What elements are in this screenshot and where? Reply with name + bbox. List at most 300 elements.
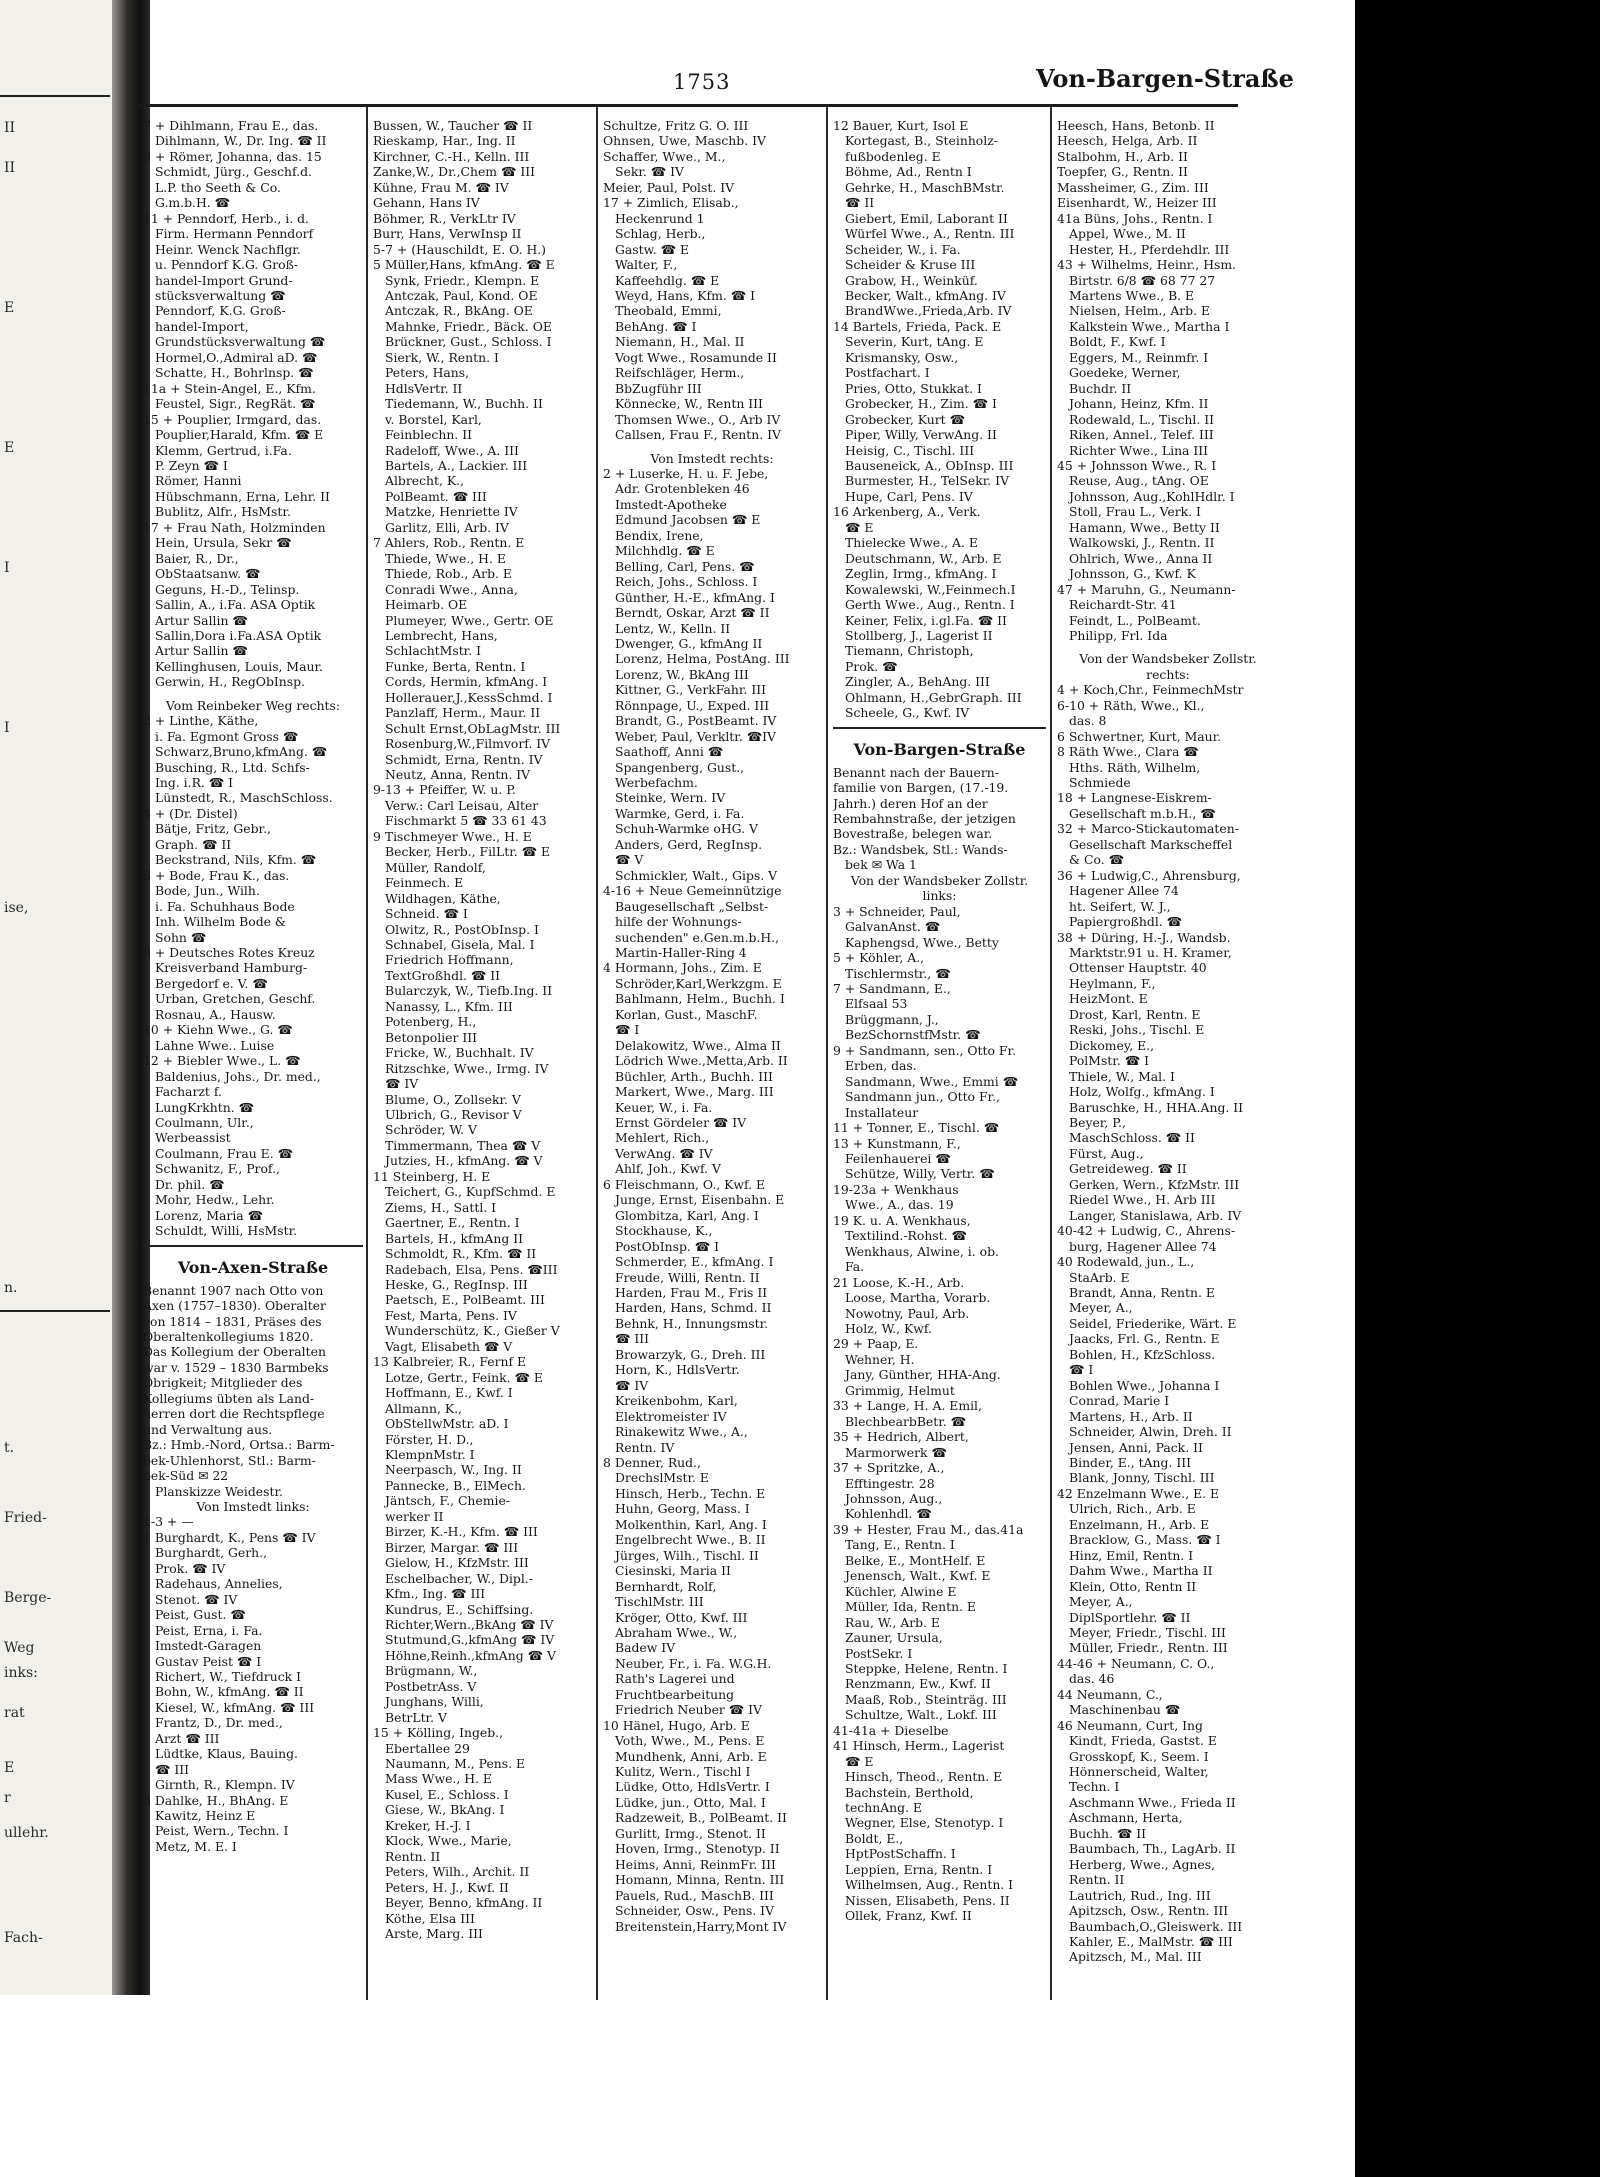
directory-entry: Pouplier,Harald, Kfm. ☎ E (155, 427, 324, 443)
directory-entry: Jahrh.) deren Hof an der (833, 795, 988, 811)
directory-entry: Jürges, Wilh., Tischl. II (615, 1547, 759, 1563)
directory-entry: Feustel, Sigr., RegRät. ☎ (155, 396, 316, 412)
directory-entry: Hoven, Irmg., Stenotyp. II (615, 1841, 780, 1857)
directory-entry: 35 + Hedrich, Albert, (833, 1429, 969, 1445)
directory-entry: Renzmann, Ew., Kwf. II (845, 1676, 991, 1692)
directory-entry: Adr. Grotenbleken 46 (615, 481, 750, 497)
directory-entry: Vagt, Elisabeth ☎ V (385, 1338, 513, 1354)
directory-entry: Lünstedt, R., MaschSchloss. (155, 790, 333, 806)
directory-entry: Techn. I (1069, 1779, 1120, 1795)
directory-entry: Gerwin, H., RegObInsp. (155, 674, 305, 690)
directory-entry: Glombitza, Karl, Ang. I (615, 1207, 759, 1223)
directory-entry: Breitenstein,Harry,Mont IV (615, 1918, 787, 1934)
directory-entry: Römer, Hanni (155, 473, 242, 489)
directory-entry: Zingler, A., BehAng. III (845, 674, 990, 690)
directory-entry: Böhmer, R., VerkLtr IV (373, 210, 516, 226)
directory-entry: Förster, H. D., (385, 1431, 474, 1447)
directory-entry: Grobecker, Kurt ☎ (845, 411, 966, 427)
directory-entry: Baugesellschaft „Selbst- (615, 898, 769, 914)
directory-entry: suchenden" e.Gen.m.b.H., (615, 929, 780, 945)
directory-entry: Bernhardt, Rolf, (615, 1578, 717, 1594)
directory-entry: Drost, Karl, Rentn. E (1069, 1006, 1201, 1022)
directory-entry: Gurlitt, Irmg., Stenot. II (615, 1825, 766, 1841)
directory-entry: Aschmann Wwe., Frieda II (1069, 1794, 1236, 1810)
directory-entry: Arzt ☎ III (155, 1730, 220, 1746)
directory-entry: Heimarb. OE (385, 597, 468, 613)
directory-entry: Abraham Wwe., W., (615, 1624, 738, 1640)
directory-entry: Thiele, W., Mal. I (1069, 1068, 1175, 1084)
directory-entry: Boldt, E., (845, 1830, 904, 1846)
directory-entry: HptPostSchaffn. I (845, 1846, 956, 1862)
direction-caption: links: (922, 888, 957, 904)
directory-entry: Frantz, D., Dr. med., (155, 1715, 283, 1731)
directory-entry: i. Fa. Egmont Gross ☎ (155, 728, 299, 744)
directory-entry: PostbetrAss. V (385, 1678, 477, 1694)
directory-entry: Efftingestr. 28 (845, 1475, 935, 1491)
directory-entry: BetrLtr. V (385, 1709, 447, 1725)
directory-entry: Markert, Wwe., Marg. III (615, 1084, 774, 1100)
directory-entry: 4 + Koch,Chr., FeinmechMstr (1057, 682, 1244, 698)
directory-entry: Klock, Wwe., Marie, (385, 1833, 512, 1849)
directory-entry: Seidel, Friederike, Wärt. E (1069, 1315, 1237, 1331)
directory-entry: Bz.: Hmb.-Nord, Ortsa.: Barm- (143, 1437, 335, 1453)
directory-entry: Bergedorf e. V. ☎ (155, 975, 268, 991)
directory-entry: Saathoff, Anni ☎ (615, 744, 724, 760)
directory-entry: 32 + Marco-Stickautomaten- (1057, 821, 1239, 837)
directory-entry: Niemann, H., Mal. II (615, 334, 745, 350)
directory-entry: Hupe, Carl, Pens. IV (845, 488, 973, 504)
fragment-text: Fach- (4, 1930, 43, 1946)
directory-entry: Dahm Wwe., Martha II (1069, 1563, 1213, 1579)
column-divider (1050, 107, 1052, 2000)
directory-entry: Kreisverband Hamburg- (155, 960, 308, 976)
directory-entry: 11a + Stein-Angel, E., Kfm. (143, 380, 316, 396)
directory-entry: Kaffeehdlg. ☎ E (615, 272, 720, 288)
directory-entry: Rau, W., Arb. E (845, 1614, 940, 1630)
directory-entry: Bohlen Wwe., Johanna I (1069, 1377, 1220, 1393)
directory-entry: von 1814 – 1831, Präses des (143, 1313, 322, 1329)
directory-entry: 10 Hänel, Hugo, Arb. E (603, 1717, 750, 1733)
directory-entry: Maaß, Rob., Steinträg. III (845, 1691, 1007, 1707)
directory-entry: Schwanitz, F., Prof., (155, 1161, 280, 1177)
directory-entry: Spangenberg, Gust., (615, 759, 745, 775)
directory-entry: Hinsch, Herb., Techn. E (615, 1485, 766, 1501)
directory-entry: Schütze, Willy, Vertr. ☎ (845, 1166, 995, 1182)
directory-entry: Fricke, W., Buchhalt. IV (385, 1045, 534, 1061)
directory-entry: Reski, Johs., Tischl. E (1069, 1022, 1205, 1038)
directory-entry: Mehlert, Rich., (615, 1130, 710, 1146)
directory-entry: Meyer, A., (1069, 1300, 1133, 1316)
directory-entry: Kulitz, Wern., Tischl I (615, 1764, 751, 1780)
column-divider (826, 107, 828, 2000)
directory-entry: Facharzt f. (155, 1084, 222, 1100)
directory-entry: 4 + (Dr. Distel) (143, 805, 238, 821)
directory-entry: Ahlf, Joh., Kwf. V (615, 1161, 721, 1177)
directory-entry: Massheimer, G., Zim. III (1057, 179, 1209, 195)
directory-entry: Penndorf, K.G. Groß- (155, 303, 286, 319)
directory-column-1 (143, 118, 363, 2003)
directory-entry: Weber, Paul, Verkltr. ☎IV (615, 728, 776, 744)
directory-entry: Kröger, Otto, Kwf. III (615, 1609, 748, 1625)
directory-entry: Radeloff, Wwe., A. III (385, 442, 519, 458)
directory-entry: Becker, Walt., kfmAng. IV (845, 287, 1006, 303)
directory-entry: Zanke,W., Dr.,Chem ☎ III (373, 164, 536, 180)
directory-entry: Giese, W., BkAng. I (385, 1802, 505, 1818)
directory-entry: Richter Wwe., Lina III (1069, 442, 1209, 458)
directory-entry: Schmerder, E., kfmAng. I (615, 1254, 774, 1270)
directory-entry: 11 + Penndorf, Herb., i. d. (143, 210, 309, 226)
directory-entry: Gehrke, H., MaschBMstr. (845, 179, 1005, 195)
directory-entry: Bode, Jun., Wilh. (155, 883, 260, 899)
directory-entry: Lotze, Gertr., Feink. ☎ E (385, 1369, 543, 1385)
directory-entry: Bohlen, H., KfzSchloss. (1069, 1346, 1216, 1362)
directory-entry: Heckenrund 1 (615, 210, 705, 226)
directory-entry: Theobald, Emmi, (615, 303, 722, 319)
directory-entry: ☎ E (845, 519, 874, 535)
directory-entry: Stoll, Frau L., Verk. I (1069, 504, 1201, 520)
directory-entry: 41 Hinsch, Herm., Lagerist (833, 1738, 1005, 1754)
directory-entry: v. Borstel, Karl, (385, 411, 482, 427)
directory-entry: das. 46 (1069, 1671, 1115, 1687)
directory-entry: Leppien, Erna, Rentn. I (845, 1861, 993, 1877)
directory-entry: Stollberg, J., Lagerist II (845, 627, 993, 643)
directory-entry: Büchler, Arth., Buchh. III (615, 1068, 773, 1084)
directory-entry: Hinz, Emil, Rentn. I (1069, 1547, 1194, 1563)
directory-entry: Ulbrich, G., Revisor V (385, 1107, 522, 1122)
directory-entry: 3 + Schneider, Paul, (833, 903, 961, 919)
directory-entry: Rembahnstraße, der jetzigen (833, 811, 1016, 827)
directory-entry: KlempnMstr. I (385, 1446, 475, 1462)
directory-entry: Marmorwerk ☎ (845, 1444, 947, 1460)
page-number: 1753 (673, 70, 731, 94)
directory-entry: Prok. ☎ (845, 658, 898, 674)
directory-entry: Hübschmann, Erna, Lehr. II (155, 488, 330, 504)
directory-entry: Reich, Johs., Schloss. I (615, 574, 758, 590)
directory-entry: Binder, E., tAng. III (1069, 1454, 1192, 1470)
directory-entry: Piper, Willy, VerwAng. II (845, 427, 997, 443)
directory-entry: Schuh-Warmke oHG. V (615, 821, 758, 837)
directory-entry: Imstedt-Garagen (155, 1638, 262, 1654)
fragment-text: E (4, 440, 15, 456)
directory-entry: Rentn. IV (615, 1439, 675, 1455)
street-heading: Von-Axen-Straße (177, 1257, 329, 1277)
directory-entry: DrechslMstr. E (615, 1470, 709, 1486)
directory-entry: Arste, Marg. III (385, 1926, 483, 1942)
directory-entry: Schmidt, Jürg., Geschf.d. (155, 164, 312, 180)
directory-entry: Jaacks, Frl. G., Rentn. E (1069, 1331, 1220, 1347)
directory-entry: Martens, H., Arb. II (1069, 1408, 1193, 1424)
directory-entry: Naumann, M., Pens. E (385, 1756, 526, 1772)
directory-column-2 (373, 118, 591, 2003)
directory-entry: Apitzsch, M., Mal. III (1069, 1949, 1202, 1965)
directory-entry: Busching, R., Ltd. Schfs- (155, 759, 310, 775)
directory-entry: 17 + Zimlich, Elisab., (603, 195, 739, 211)
directory-entry: Zauner, Ursula, (845, 1630, 943, 1646)
directory-entry: Bauseneick, A., ObInsp. III (845, 457, 1014, 473)
directory-entry: Feilenhauerei ☎ (845, 1151, 951, 1166)
directory-entry: Könnecke, W., Rentn III (615, 396, 763, 412)
directory-entry: Voth, Wwe., M., Pens. E (615, 1733, 765, 1749)
directory-entry: Wwe., A., das. 19 (845, 1197, 954, 1213)
directory-entry: Badew IV (615, 1640, 676, 1656)
directory-entry: Heisig, C., Tischl. III (845, 442, 975, 458)
fragment-rule (0, 95, 110, 97)
directory-entry: Gesellschaft m.b.H., ☎ (1069, 805, 1216, 821)
directory-entry: Rentn. II (385, 1848, 441, 1864)
directory-entry: Jenensch, Walt., Kwf. E (845, 1568, 991, 1584)
column-divider (366, 107, 368, 2000)
directory-entry: Molkenthin, Karl, Ang. I (615, 1516, 767, 1532)
directory-entry: Lorenz, Helma, PostAng. III (615, 651, 790, 667)
directory-entry: Bublitz, Alfr., HsMstr. (155, 504, 291, 520)
directory-entry: 11 Steinberg, H. E (373, 1168, 491, 1184)
directory-entry: Junghans, Willi, (385, 1694, 484, 1710)
directory-entry: Hönnerscheid, Walter, (1069, 1764, 1209, 1780)
directory-entry: Wunderschütz, K., Gießer V (385, 1323, 560, 1339)
directory-entry: Marktstr.91 u. H. Kramer, (1069, 945, 1232, 961)
directory-entry: Textilind.-Rohst. ☎ (845, 1228, 967, 1244)
directory-entry: Hein, Ursula, Sekr ☎ (155, 535, 292, 551)
directory-entry: Burghardt, Gerh., (155, 1545, 268, 1561)
directory-entry: Obrigkeit; Mitglieder des (143, 1375, 303, 1391)
directory-entry: Wildhagen, Käthe, (385, 890, 501, 906)
directory-entry: Grundstücksverwaltung ☎ (155, 334, 326, 350)
directory-entry: 45 + Johnsson Wwe., R. I (1057, 457, 1217, 473)
directory-entry: Gesellschaft Markscheffel (1069, 836, 1233, 852)
directory-entry: Grosskopf, K., Seem. I (1069, 1748, 1209, 1764)
directory-entry: Blank, Jonny, Tischl. III (1069, 1470, 1215, 1486)
directory-entry: BlechbearbBetr. ☎ (845, 1413, 967, 1429)
directory-entry: Funke, Berta, Rentn. I (385, 658, 526, 674)
directory-entry: Dihlmann, W., Dr. Ing. ☎ II (155, 133, 327, 149)
directory-entry: ☎ III (615, 1331, 650, 1347)
directory-entry: Lüdtke, Klaus, Bauing. (155, 1746, 298, 1762)
directory-entry: Peist, Erna, i. Fa. (155, 1622, 263, 1638)
directory-entry: Getreideweg. ☎ II (1069, 1161, 1187, 1177)
fragment-text: n. (4, 1280, 18, 1296)
directory-entry: Harden, Frau M., Fris II (615, 1284, 768, 1300)
directory-entry: 47 + Maruhn, G., Neumann- (1057, 581, 1236, 597)
directory-entry: handel-Import, (155, 318, 249, 334)
directory-entry: Baier, R., Dr., (155, 550, 239, 566)
direction-caption: Von der Wandsbeker Zollstr. (850, 872, 1029, 888)
directory-entry: 5 + Köhler, A., (833, 950, 925, 966)
directory-entry: PolBeamt. ☎ III (385, 488, 487, 504)
directory-entry: Olwitz, R., PostObInsp. I (385, 921, 539, 937)
directory-entry: Peist, Gust. ☎ (155, 1607, 246, 1623)
fragment-text: II (4, 120, 16, 136)
directory-entry: Burmester, H., TelSekr. IV (845, 473, 1010, 489)
directory-entry: Jäntsch, F., Chemie- (385, 1493, 510, 1509)
directory-entry: 42 Enzelmann Wwe., E. E (1057, 1485, 1220, 1501)
direction-caption: Von Imstedt links: (196, 1498, 310, 1514)
directory-entry: Bracklow, G., Mass. ☎ I (1069, 1532, 1221, 1548)
directory-entry: Heesch, Helga, Arb. II (1057, 133, 1198, 149)
directory-entry: Fa. (845, 1259, 865, 1275)
directory-entry: DiplSportlehr. ☎ II (1069, 1609, 1191, 1625)
directory-entry: Kollegiums übten als Land- (143, 1390, 315, 1406)
directory-entry: 6 + Bode, Frau K., das. (143, 867, 290, 883)
directory-entry: LungKrkhtn. ☎ (155, 1099, 255, 1115)
directory-entry: 4-16 + Neue Gemeinnützige (603, 883, 782, 899)
directory-entry: Erben, das. (845, 1058, 917, 1074)
directory-entry: 11 + Tonner, E., Tischl. ☎ (833, 1120, 1000, 1136)
previous-page-fragment (0, 0, 128, 1995)
directory-entry: Planskizze Weidestr. (155, 1483, 283, 1499)
directory-entry: Timmermann, Thea ☎ V (385, 1137, 541, 1153)
directory-column-4 (833, 118, 1046, 2003)
directory-entry: Bachstein, Berthold, (845, 1784, 974, 1800)
fragment-text: I (4, 560, 10, 576)
directory-entry: bek ✉ Wa 1 (845, 857, 917, 873)
directory-entry: BbZugführ III (615, 380, 702, 396)
directory-entry: Baruschke, H., HHA.Ang. II (1069, 1099, 1244, 1115)
directory-entry: Wehner, H. (845, 1351, 915, 1367)
directory-entry: Teichert, G., KupfSchmd. E (385, 1184, 556, 1200)
directory-entry: Schultze, Fritz G. O. III (603, 118, 749, 133)
directory-entry: Gustav Peist ☎ I (155, 1653, 262, 1669)
directory-entry: Wilhelmsen, Aug., Rentn. I (845, 1877, 1014, 1893)
section-rule (833, 727, 1046, 729)
directory-entry: 8 Räth Wwe., Clara ☎ (1057, 744, 1199, 760)
directory-entry: Sandmann jun., Otto Fr., (845, 1089, 1000, 1105)
directory-entry: 43 + Wilhelms, Heinr., Hsm. (1057, 257, 1237, 273)
directory-entry: Müller, Ida, Rentn. E (845, 1599, 976, 1615)
directory-entry: Ohlrich, Wwe., Anna II (1069, 550, 1213, 566)
directory-entry: Prok. ☎ IV (155, 1560, 226, 1576)
directory-entry: Richter,Wern.,BkAng ☎ IV (385, 1616, 554, 1632)
directory-entry: Meyer, A., (1069, 1594, 1133, 1610)
directory-entry: Cords, Hermin, kfmAng. I (385, 674, 548, 690)
fragment-text: Weg (4, 1640, 35, 1656)
directory-entry: Nielsen, Helm., Arb. E (1069, 303, 1211, 319)
directory-entry: Sohn ☎ (155, 929, 207, 945)
directory-entry: Kalkstein Wwe., Martha I (1069, 318, 1230, 334)
directory-entry: StaArb. E (1069, 1269, 1130, 1285)
directory-entry: Stenot. ☎ IV (155, 1591, 238, 1607)
directory-entry: 15 + Pouplier, Irmgard, das. (143, 411, 322, 427)
directory-entry: Firm. Hermann Penndorf (155, 226, 314, 242)
page-bottom-margin (0, 1995, 1355, 2177)
directory-entry: Schatte, H., Bohrlnsp. ☎ (155, 365, 314, 381)
directory-entry: Oberaltenkollegiums 1820. (143, 1328, 314, 1344)
directory-entry: 12 Bauer, Kurt, Isol E (833, 118, 969, 133)
directory-entry: Mundhenk, Anni, Arb. E (615, 1748, 767, 1764)
directory-entry: i. Fa. Schuhhaus Bode (155, 898, 295, 914)
directory-entry: Ohlmann, H.,GebrGraph. III (845, 689, 1022, 705)
directory-entry: Matzke, Henriette IV (385, 504, 518, 520)
directory-entry: Herberg, Wwe., Agnes, (1069, 1856, 1216, 1872)
directory-entry: Schmoldt, R., Kfm. ☎ II (385, 1246, 537, 1262)
spacer (1057, 643, 1279, 651)
directory-entry: Kowalewski, W.,Feinmech.I (845, 581, 1016, 597)
directory-entry: Kusel, E., Schloss. I (385, 1786, 509, 1802)
directory-entry: Kittner, G., VerkFahr. III (615, 682, 767, 698)
fragment-text: I (4, 720, 10, 736)
directory-entry: Korlan, Gust., MaschF. (615, 1006, 758, 1022)
directory-entry: 9-13 + Pfeiffer, W. u. P. (373, 782, 516, 798)
directory-entry: Garlitz, Elli, Arb. IV (385, 519, 509, 535)
directory-entry: Wenkhaus, Alwine, i. ob. (845, 1243, 999, 1259)
directory-entry: Sierk, W., Rentn. I (385, 349, 499, 365)
directory-entry: TischlMstr. III (615, 1594, 704, 1610)
directory-entry: Behnk, H., Innungsmstr. (615, 1315, 769, 1331)
directory-entry: 2 + Luserke, H. u. F. Jebe, (603, 465, 769, 481)
directory-entry: Kohlenhdl. ☎ (845, 1506, 932, 1522)
directory-entry: 1 Burghardt, K., Pens ☎ IV (143, 1529, 316, 1545)
directory-entry: Tiedemann, W., Buchh. II (385, 396, 543, 412)
directory-entry: 13 Kalbreier, R., Fernf E (373, 1354, 527, 1370)
directory-entry: Postfachart. I (845, 365, 930, 381)
directory-entry: Johann, Heinz, Kfm. II (1069, 396, 1209, 412)
directory-entry: Engelbrecht Wwe., B. II (615, 1532, 766, 1548)
direction-caption: rechts: (1146, 666, 1190, 682)
directory-entry: VerwAng. ☎ IV (615, 1145, 713, 1161)
spacer (603, 443, 821, 451)
directory-entry: Brandt, Anna, Rentn. E (1069, 1284, 1215, 1300)
directory-entry: 44-46 + Neumann, C. O., (1057, 1655, 1215, 1671)
directory-entry: 37 + Spritzke, A., (833, 1460, 945, 1476)
directory-entry: Paetsch, E., PolBeamt. III (385, 1292, 545, 1308)
directory-entry: familie von Bargen, (17.-19. (833, 780, 1009, 796)
directory-entry: Elektromeister IV (615, 1408, 727, 1424)
directory-entry: 4 Hormann, Johs., Zim. E (603, 960, 762, 976)
fragment-text: Fried- (4, 1510, 47, 1526)
directory-entry: Holz, W., Kwf. (845, 1320, 932, 1336)
directory-entry: Kühne, Frau M. ☎ IV (373, 179, 509, 195)
spacer (143, 690, 363, 698)
directory-entry: Sekr. ☎ IV (615, 164, 684, 180)
directory-entry: Werbefachm. (615, 775, 698, 791)
directory-entry: Feindt, L., PolBeamt. (1069, 612, 1201, 628)
fragment-text: E (4, 300, 15, 316)
directory-entry: Schneider, Alwin, Dreh. II (1069, 1424, 1232, 1440)
directory-entry: Kellinghusen, Louis, Maur. (155, 658, 323, 674)
directory-entry: Eschelbacher, W., Dipl.- (385, 1570, 533, 1586)
directory-entry: 13 + Kunstmann, F., (833, 1135, 961, 1151)
directory-entry: Browarzyk, G., Dreh. III (615, 1346, 766, 1362)
directory-entry: hilfe der Wohnungs- (615, 914, 742, 930)
directory-entry: ☎ IV (615, 1377, 649, 1393)
fragment-text: t. (4, 1440, 15, 1456)
directory-entry: Grobecker, H., Zim. ☎ I (845, 396, 997, 412)
directory-column-3 (603, 118, 821, 2003)
directory-entry: ☎ V (615, 852, 644, 868)
directory-entry: 9 Tischmeyer Wwe., H. E (373, 828, 532, 844)
directory-entry: Scheider & Kruse III (845, 257, 976, 273)
directory-entry: Neuber, Fr., i. Fa. W.G.H. (615, 1655, 772, 1671)
directory-entry: Heesch, Hans, Betonb. II (1057, 118, 1215, 133)
directory-entry: Graph. ☎ II (155, 836, 232, 852)
directory-entry: Heinr. Wenck Nachflgr. (155, 241, 301, 257)
directory-entry: Geguns, H.-D., Telinsp. (155, 581, 300, 597)
directory-entry: Johnsson, Aug., (845, 1490, 943, 1506)
directory-entry: Gerth Wwe., Aug., Rentn. I (845, 597, 1015, 613)
directory-entry: Burr, Hans, VerwInsp II (373, 226, 522, 242)
directory-entry: Artur Sallin ☎ (155, 643, 248, 659)
directory-entry: Benannt nach der Bauern- (833, 764, 999, 780)
directory-entry: Conrad, Marie I (1069, 1393, 1170, 1409)
directory-entry: 9 + Römer, Johanna, das. 15 (143, 148, 322, 164)
directory-entry: Installateur (845, 1104, 919, 1120)
directory-entry: HdlsVertr. II (385, 380, 463, 396)
directory-entry: 10 + Kiehn Wwe., G. ☎ (143, 1022, 293, 1038)
directory-entry: herren dort die Rechtspflege (143, 1406, 325, 1422)
directory-entry: Betonpolier III (385, 1029, 478, 1045)
directory-entry: Birzer, Margar. ☎ III (385, 1539, 519, 1555)
directory-entry: 8 Denner, Rud., (603, 1454, 701, 1470)
directory-entry: Beyer, P., (1069, 1115, 1126, 1130)
